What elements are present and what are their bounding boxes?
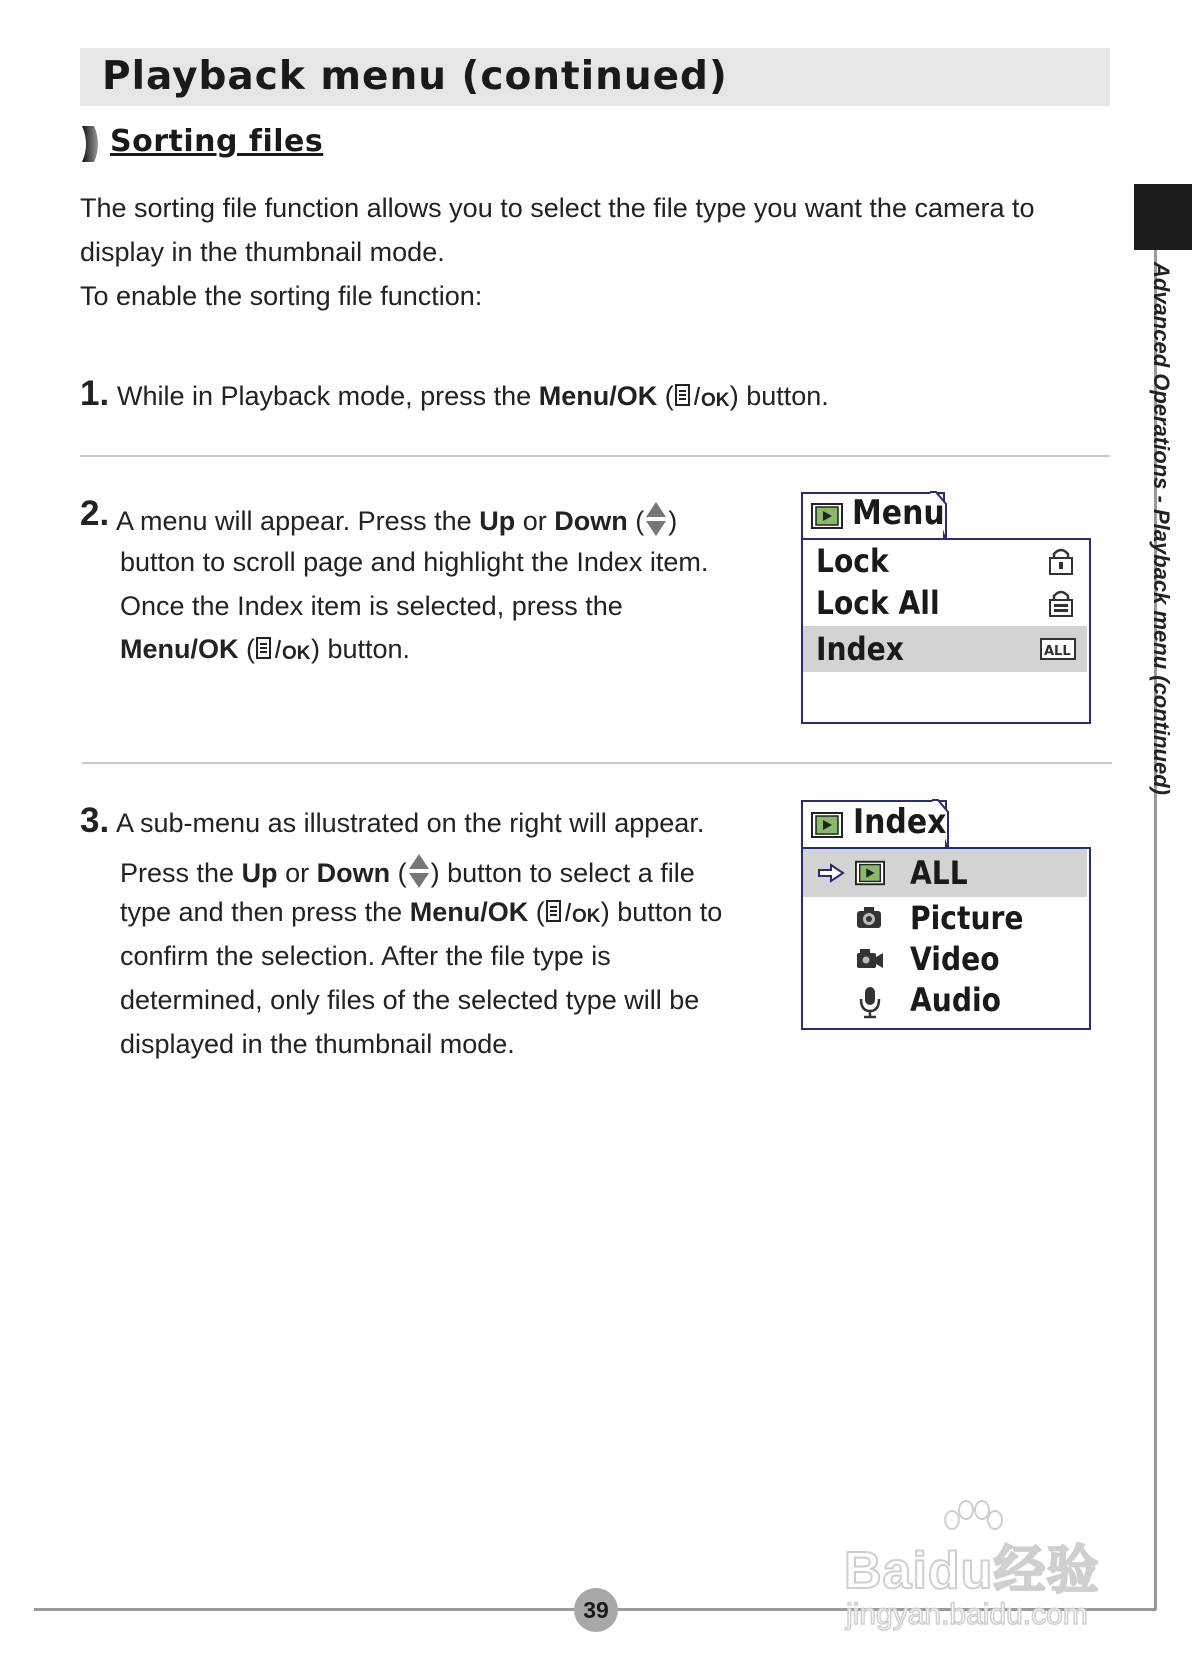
- step-2-down-label: Down: [554, 506, 628, 536]
- step-3-paren-open: (: [390, 858, 407, 888]
- step-2-up-label: Up: [479, 506, 516, 536]
- step-2-line-3: Once the Index item is selected, press the: [120, 591, 623, 621]
- step-3-up-label: Up: [241, 858, 278, 888]
- menu-item-index[interactable]: [803, 626, 1087, 672]
- section-marker-icon: [80, 126, 102, 162]
- menu-ok-button-icon: [545, 897, 601, 925]
- step-3-line-6: displayed in the thumbnail mode.: [120, 1029, 515, 1059]
- menu-item-lock-label: Lock: [816, 542, 889, 580]
- index-item-picture-label: Picture: [910, 899, 1024, 937]
- step-2-or: or: [515, 506, 555, 536]
- svg-text:OK: OK: [700, 390, 730, 409]
- divider-2: [82, 762, 1112, 764]
- camera-icon: [855, 905, 883, 931]
- index-item-audio[interactable]: [803, 981, 1087, 1023]
- step-3-number: 3.: [80, 801, 110, 840]
- step-1-text-a: While in Playback mode, press the: [117, 381, 539, 411]
- step-2-paren-open: (: [627, 506, 645, 536]
- menu-ok-button-icon: [674, 381, 730, 409]
- page-number: 39: [574, 1588, 618, 1632]
- menu-item-lock[interactable]: [803, 540, 1087, 580]
- step-3-menuok-label: Menu/OK: [409, 897, 529, 927]
- lock-all-icon: [1047, 588, 1075, 618]
- step-2-menuok-label: Menu/OK: [120, 634, 239, 664]
- playback-icon: [811, 503, 843, 529]
- side-tab-block: [1134, 184, 1192, 250]
- side-tab-label: Advanced Operations - Playback menu (continued): [1149, 262, 1174, 795]
- index-item-all[interactable]: [803, 849, 1087, 897]
- step-3-or: or: [277, 858, 317, 888]
- intro-line-3: To enable the sorting file function:: [80, 281, 483, 311]
- step-3-line-2: [120, 852, 695, 890]
- step-2-line-4: [120, 634, 410, 665]
- menu-item-index-label: Index: [816, 630, 904, 668]
- step-3-text-l3d: ) button to: [600, 897, 723, 927]
- step-3-text-l3a: type and then press the: [120, 897, 410, 927]
- step-3-text-a: Press the: [120, 858, 242, 888]
- step-2-paren: (: [238, 634, 255, 664]
- step-1-number: 1.: [80, 374, 110, 413]
- up-down-button-icon: [644, 500, 668, 538]
- playback-icon: [811, 812, 843, 838]
- menu-item-lock-all[interactable]: [803, 582, 1087, 622]
- intro-line-2: display in the thumbnail mode.: [80, 237, 445, 267]
- divider-1: [80, 455, 1110, 457]
- svg-text:OK: OK: [282, 643, 311, 662]
- step-2-line-2: button to scroll page and highlight the Index item.: [120, 547, 709, 577]
- video-camera-icon: [855, 948, 885, 972]
- step-3-line-1: A sub-menu as illustrated on the right will appear.: [116, 808, 705, 838]
- step-2-text-a: A menu will appear. Press the: [116, 506, 480, 536]
- step-2-paren-close: ): [668, 506, 678, 536]
- step-2-line-1: [116, 500, 677, 538]
- page-title: Playback menu (continued): [102, 54, 728, 99]
- index-item-video-label: Video: [910, 940, 1000, 978]
- step-3-text-f: ) button to select a file: [430, 858, 695, 888]
- index-item-all-label: ALL: [910, 854, 968, 892]
- playback-icon: [855, 860, 885, 886]
- step-2-text-end: ) button.: [311, 634, 411, 664]
- watermark-logo: Baidu经验: [844, 1542, 1100, 1600]
- index-item-picture[interactable]: [803, 897, 1087, 939]
- index-item-video[interactable]: [803, 939, 1087, 981]
- step-1-menuok-label: Menu/OK: [538, 381, 658, 411]
- watermark-url: jingyan.baidu.com: [846, 1598, 1088, 1631]
- menu-item-lock-all-label: Lock All: [816, 584, 940, 622]
- section-title: Sorting files: [110, 124, 324, 159]
- step-3-down-label: Down: [316, 858, 391, 888]
- menu-ok-button-icon: [255, 634, 311, 662]
- index-icon: [1040, 636, 1076, 662]
- arrow-right-icon: [817, 863, 845, 883]
- step-3-line-5: determined, only files of the selected type will be: [120, 985, 700, 1015]
- step-2-number: 2.: [80, 494, 110, 533]
- step-1-text-d: ) button.: [729, 381, 829, 411]
- up-down-button-icon: [407, 852, 431, 890]
- svg-text:OK: OK: [571, 906, 601, 925]
- step-1-text: [117, 381, 829, 412]
- intro-line-1: The sorting file function allows you to select the file type you want the camera to: [80, 193, 1035, 223]
- index-screen-title: Index: [853, 802, 947, 842]
- microphone-icon: [857, 985, 883, 1019]
- step-1-paren: (: [657, 381, 674, 411]
- step-3-line-4: confirm the selection. After the file type is: [120, 941, 611, 971]
- index-item-audio-label: Audio: [910, 981, 1001, 1019]
- menu-screen-title: Menu: [852, 493, 945, 533]
- step-3-line-3: [120, 897, 722, 928]
- svg-text:ALL: ALL: [1044, 644, 1071, 659]
- lock-icon: [1047, 546, 1075, 576]
- step-3-paren: (: [528, 897, 545, 927]
